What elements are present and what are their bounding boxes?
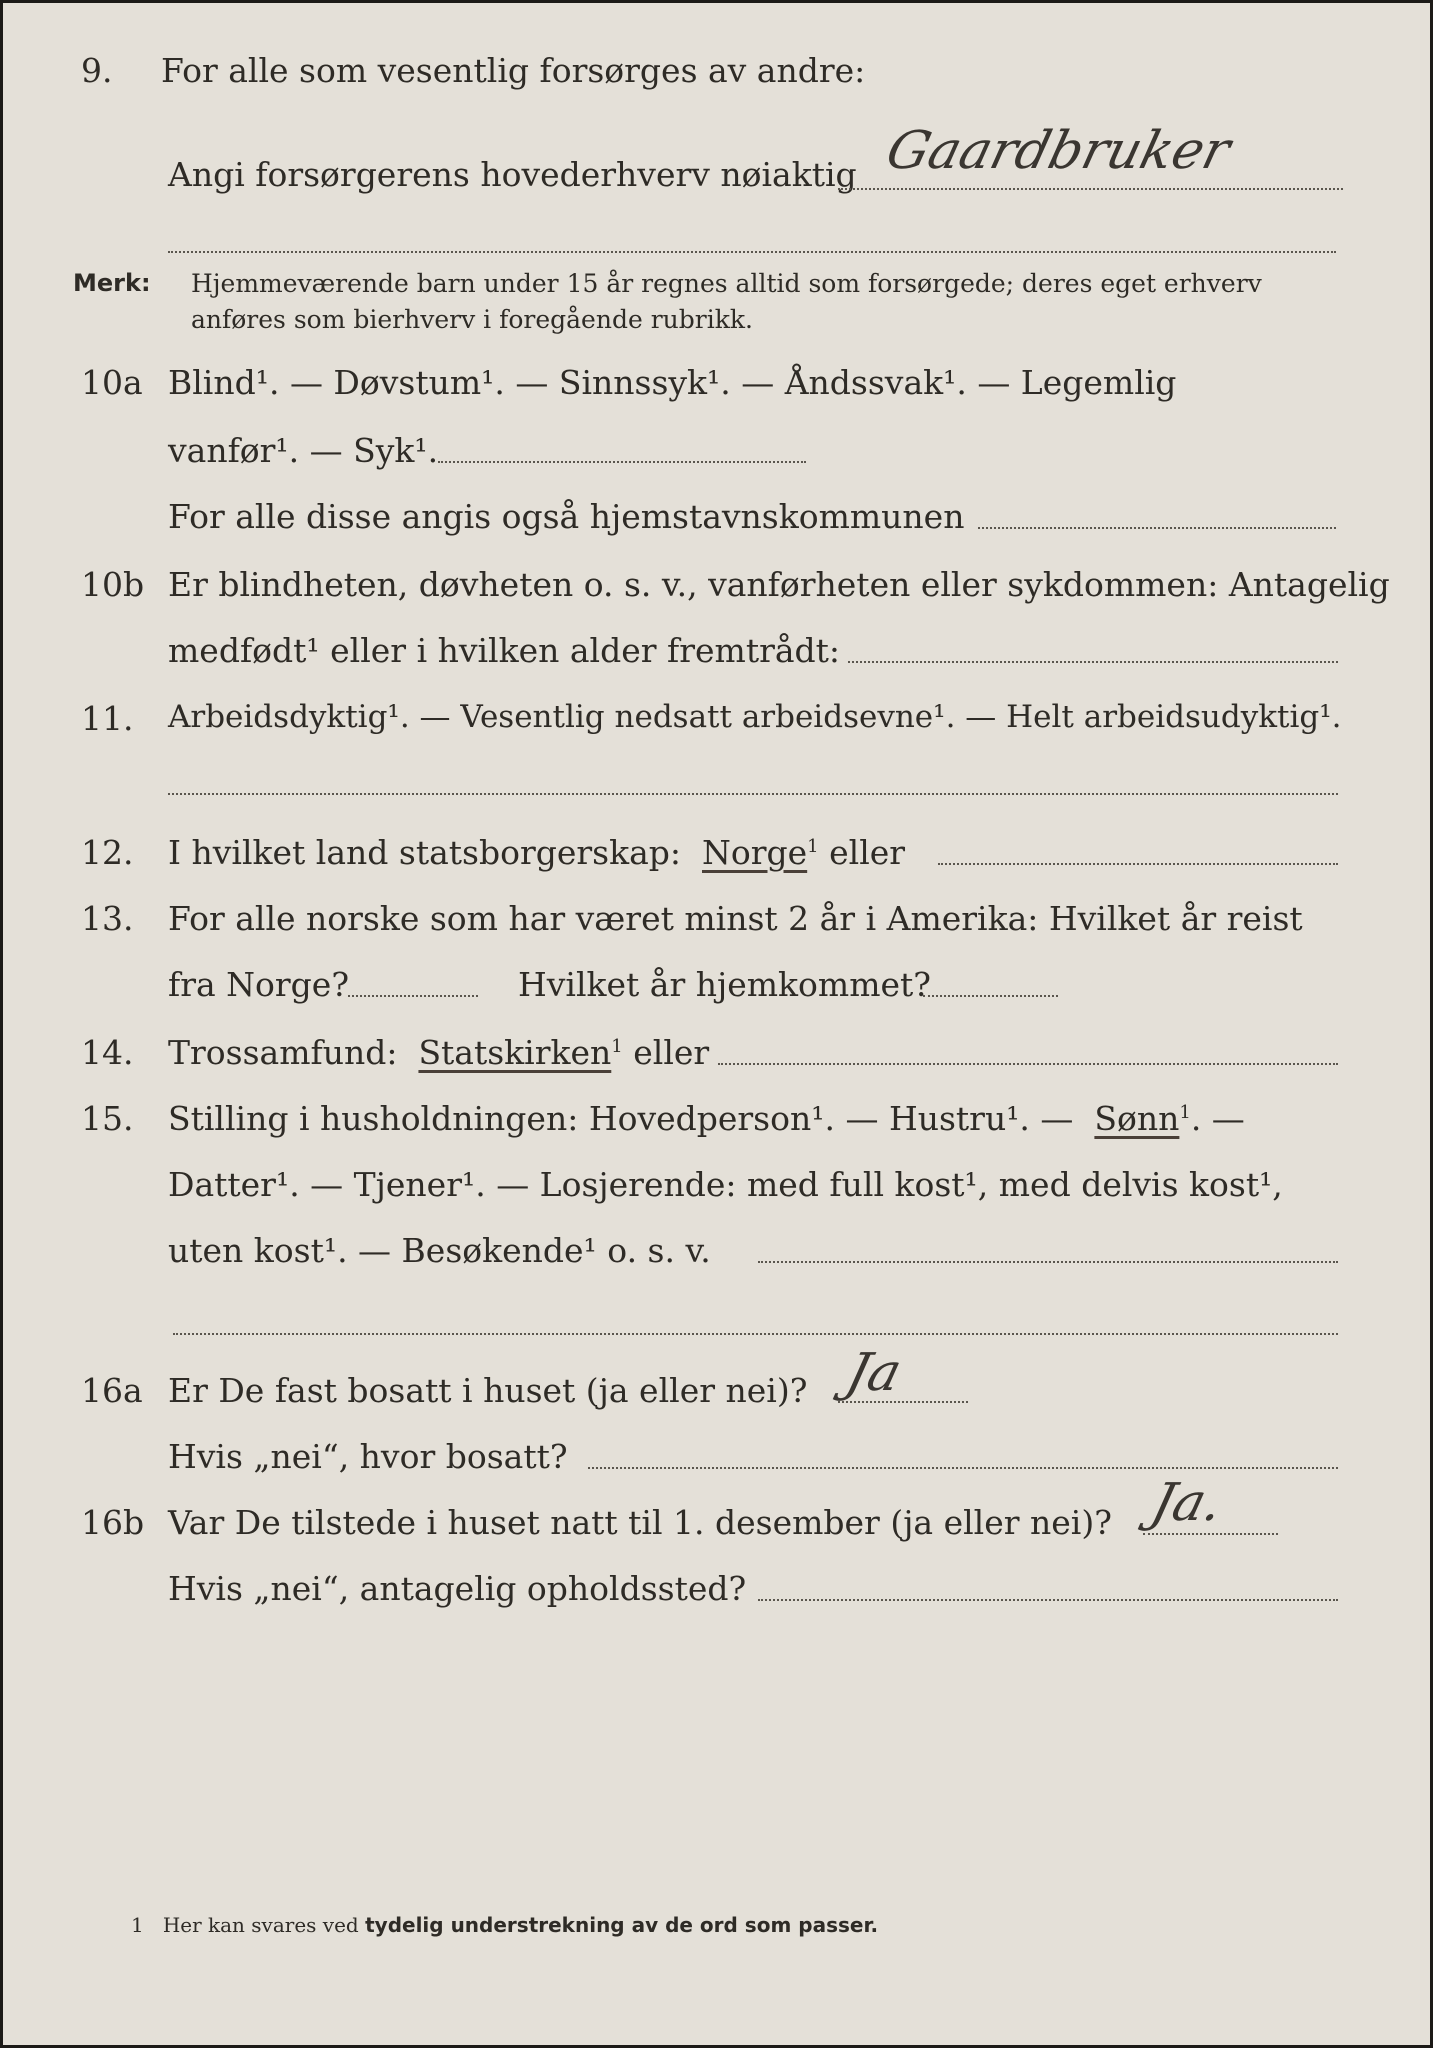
q10a-line2: vanfør¹. — Syk¹. bbox=[168, 431, 439, 470]
q16a-number: 16a bbox=[81, 1371, 143, 1410]
footnote bbox=[131, 1913, 878, 1937]
q9-extra-line[interactable] bbox=[168, 251, 1336, 253]
merk-text-1: Hjemmeværende barn under 15 år regnes alltid som forsørgede; deres eget erhverv bbox=[191, 269, 1262, 298]
q14-number: 14. bbox=[81, 1033, 134, 1072]
q16b-line1: Var De tilstede i huset natt til 1. desember (ja eller nei)? bbox=[168, 1503, 1112, 1542]
q14-sup: 1 bbox=[611, 1036, 623, 1057]
q16b-opholdssted-field[interactable] bbox=[758, 1599, 1338, 1601]
q11-extra-line[interactable] bbox=[168, 793, 1338, 795]
q12-other-field[interactable] bbox=[938, 863, 1338, 865]
q15-line3: uten kost¹. — Besøkende¹ o. s. v. bbox=[168, 1231, 711, 1270]
q14-prefix: Trossamfund: bbox=[168, 1033, 398, 1072]
q15-line2: Datter¹. — Tjener¹. — Losjerende: med full kost¹, med delvis kost¹, bbox=[168, 1165, 1283, 1204]
q13-line2a: fra Norge? bbox=[168, 965, 350, 1004]
q15-underlined-answer: Sønn bbox=[1094, 1099, 1180, 1138]
q14-underlined-answer: Statskirken bbox=[418, 1033, 612, 1072]
q13-number: 13. bbox=[81, 899, 134, 938]
q12-number: 12. bbox=[81, 833, 134, 872]
q15-sup: 1 bbox=[1179, 1102, 1191, 1123]
q15-other-field[interactable] bbox=[758, 1261, 1338, 1263]
q14-other-field[interactable] bbox=[718, 1063, 1338, 1065]
q10a-syk-field[interactable] bbox=[438, 461, 806, 463]
q13-reist-field[interactable] bbox=[348, 995, 478, 997]
q16b-answer-field[interactable] bbox=[1143, 1533, 1278, 1535]
q9-handwritten-answer: Gaardbruker bbox=[880, 121, 1236, 181]
q15-line1 bbox=[168, 1099, 1245, 1138]
q9-line2: Angi forsørgerens hovederhverv nøiaktig bbox=[168, 155, 857, 194]
q13-hjemkommet-field[interactable] bbox=[923, 995, 1058, 997]
q12-underlined-answer: Norge bbox=[702, 833, 808, 872]
q16a-line2: Hvis „nei“, hvor bosatt? bbox=[168, 1437, 568, 1476]
q13-line2b: Hvilket år hjemkommet? bbox=[518, 965, 931, 1004]
q16a-bosatt-field[interactable] bbox=[588, 1467, 1338, 1469]
q11-line1: Arbeidsdyktig¹. — Vesentlig nedsatt arbeidsevne¹. — Helt arbeidsudyktig¹. bbox=[168, 699, 1342, 735]
footnote-text-a: Her kan svares ved bbox=[162, 1913, 359, 1937]
q10b-number: 10b bbox=[81, 565, 145, 604]
q12-line bbox=[168, 833, 905, 872]
footnote-number: 1 bbox=[131, 1913, 144, 1937]
q10a-kommune-field[interactable] bbox=[978, 527, 1336, 529]
q15-number: 15. bbox=[81, 1099, 134, 1138]
q10b-age-field[interactable] bbox=[848, 661, 1338, 663]
q15-line1b: . — bbox=[1190, 1099, 1245, 1138]
q12-suffix: eller bbox=[829, 833, 906, 872]
q16a-handwritten-answer: Ja bbox=[840, 1343, 908, 1403]
q15-line1a: Stilling i husholdningen: Hovedperson¹. — Hustru¹. — bbox=[168, 1099, 1074, 1138]
q10a-line3: For alle disse angis også hjemstavnskommunen bbox=[168, 497, 965, 536]
q16b-handwritten-answer: Ja. bbox=[1145, 1473, 1229, 1533]
q12-prefix: I hvilket land statsborgerskap: bbox=[168, 833, 682, 872]
q12-sup: 1 bbox=[807, 836, 819, 857]
q14-suffix: eller bbox=[633, 1033, 710, 1072]
q10b-line2: medfødt¹ eller i hvilken alder fremtrådt: bbox=[168, 631, 841, 670]
q10b-line1: Er blindheten, døvheten o. s. v., vanførheten eller sykdommen: Antagelig bbox=[168, 565, 1390, 604]
q10a-number: 10a bbox=[81, 363, 143, 402]
q10a-line1: Blind¹. — Døvstum¹. — Sinnssyk¹. — Åndssvak¹. — Legemlig bbox=[168, 363, 1177, 402]
q9-line1: For alle som vesentlig forsørges av andre: bbox=[161, 51, 866, 90]
q13-line1: For alle norske som har været minst 2 år i Amerika: Hvilket år reist bbox=[168, 899, 1303, 938]
merk-text-2: anføres som bierhverv i foregående rubrikk. bbox=[191, 305, 753, 334]
footnote-text-b: tydelig understrekning av de ord som passer. bbox=[365, 1913, 879, 1937]
q16b-line2: Hvis „nei“, antagelig opholdssted? bbox=[168, 1569, 747, 1608]
q9-answer-field[interactable] bbox=[838, 188, 1343, 190]
merk-label: Merk: bbox=[73, 269, 151, 297]
q16b-number: 16b bbox=[81, 1503, 145, 1542]
q11-number: 11. bbox=[81, 699, 134, 738]
q9-number: 9. bbox=[81, 51, 113, 90]
q16a-line1: Er De fast bosatt i huset (ja eller nei)? bbox=[168, 1371, 808, 1410]
q15-extra-line[interactable] bbox=[173, 1333, 1338, 1335]
q14-line bbox=[168, 1033, 709, 1072]
